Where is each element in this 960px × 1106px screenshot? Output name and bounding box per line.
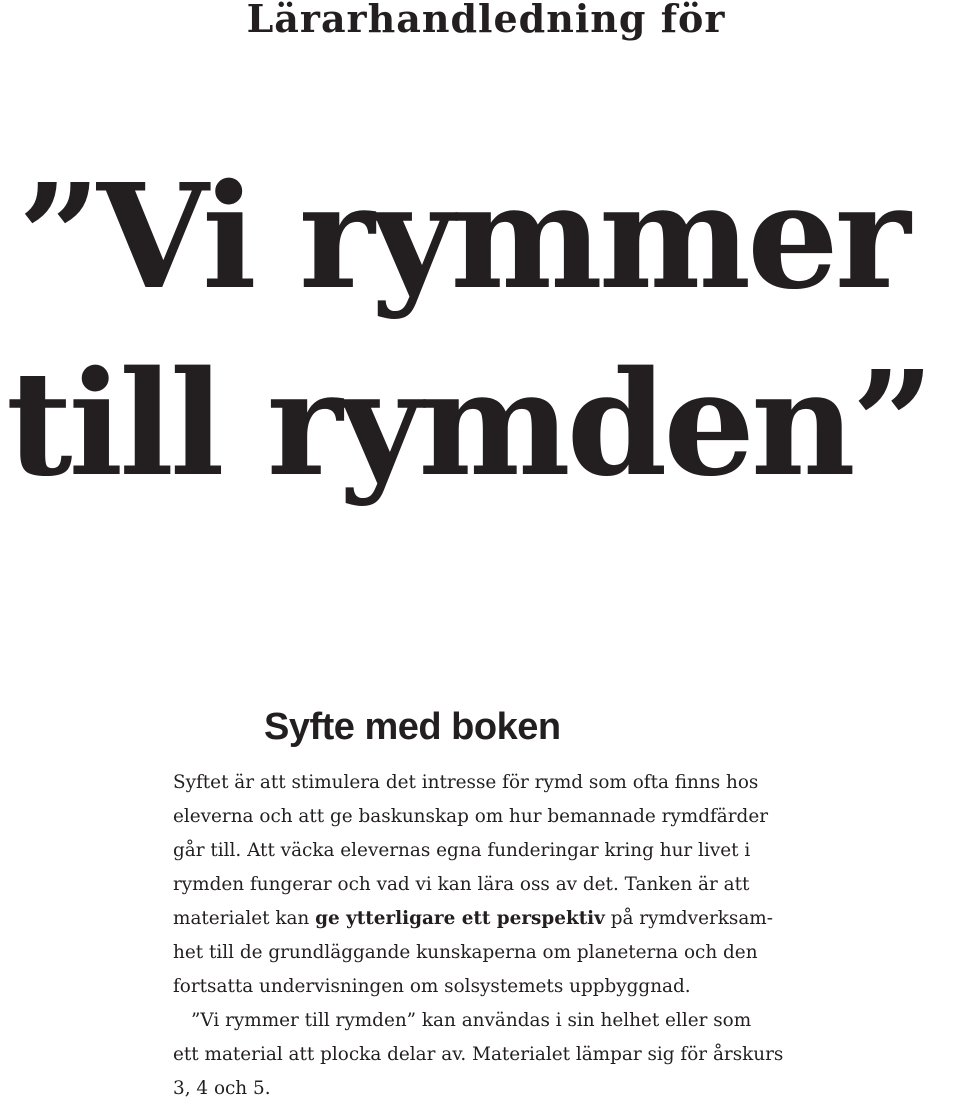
emphasized-phrase: ge ytterligare ett perspektiv	[315, 908, 605, 929]
paragraph-2-line-3: 3, 4 och 5.	[173, 1078, 271, 1099]
paragraph-2-line-1: ”Vi rymmer till rymden” kan användas i sin helhet eller som	[191, 1010, 752, 1031]
section-heading: Syfte med boken	[264, 706, 561, 748]
line-5-trail-text: på rymdverksam-	[604, 908, 773, 929]
paragraph-1-line-2: eleverna och att ge baskunskap om hur bemannade rymdfärder	[173, 806, 768, 827]
paragraph-1-line-6: het till de grundläggande kunskaperna om planeterna och den	[173, 942, 758, 963]
document-title-line-2: till rymden”	[6, 339, 931, 508]
paragraph-1-line-5	[173, 902, 813, 936]
document-subtitle: Lärarhandledning för	[246, 0, 726, 41]
paragraph-1-line-4: rymden fungerar och vad vi kan lära oss av det. Tanken är att	[173, 874, 750, 895]
paragraph-1-line-7: fortsatta undervisningen om solsystemets uppbyggnad.	[173, 976, 691, 997]
line-5-lead-text: materialet kan	[173, 908, 316, 929]
paragraph-2-line-2: ett material att plocka delar av. Materialet lämpar sig för årskurs	[173, 1044, 784, 1065]
document-title-line-1: ”Vi rymmer	[18, 152, 907, 321]
paragraph-1-line-3: går till. Att väcka elevernas egna funderingar kring hur livet i	[173, 840, 751, 861]
paragraph-1-line-1: Syftet är att stimulera det intresse för rymd som ofta finns hos	[173, 772, 759, 793]
body-text	[173, 766, 813, 1106]
